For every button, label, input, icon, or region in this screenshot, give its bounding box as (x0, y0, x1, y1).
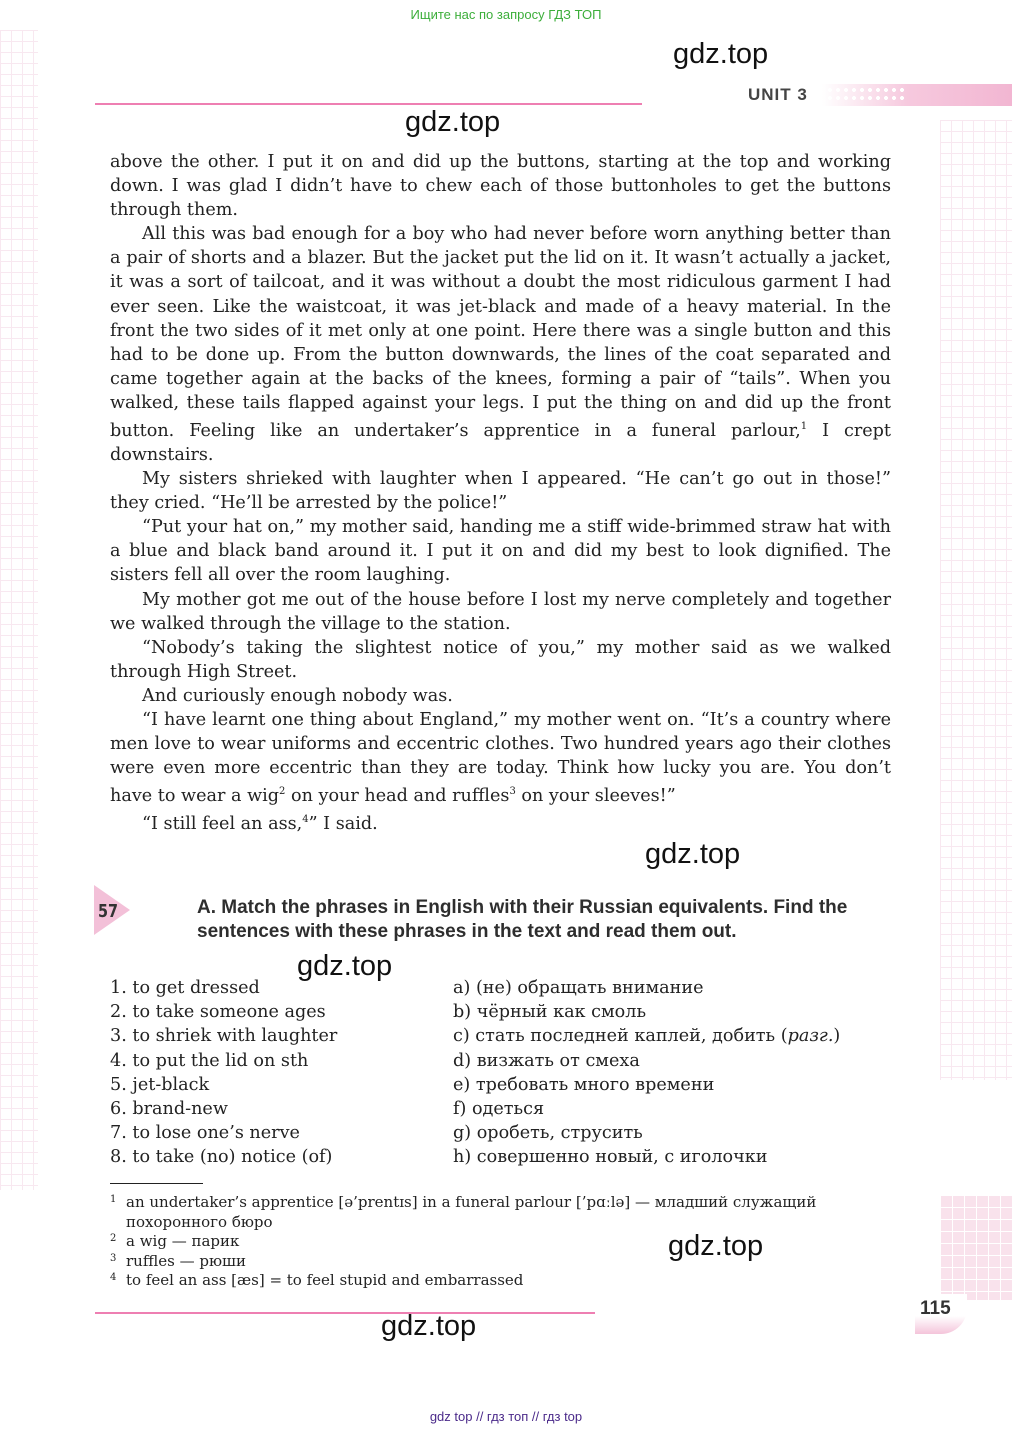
list-item: 3. to shriek with laughter (110, 1026, 338, 1047)
english-phrases-list (110, 976, 440, 1170)
story-paragraph: All this was bad enough for a boy who had never before worn anything better than a pair of shorts and a blazer. But the jacket put the lid on it. It wasn’t actually a jacket, it was a sort of tailcoat, and it was without a doubt the most ridiculous garment I had ever seen. Like the waistcoat, it was jet-black and made of a heavy material. In the front the two sides of it met only at one point. Here there was a single button and this had to be done up. From the button downwards, the lines of the coat separated and came together again at the backs of the knees, forming a pair of “tails”. When you walked, these tails flapped against your legs. I put the thing on and did up the front button. Feeling like an undertaker’s apprentice in a funeral parlour,$^1$ I crept downstairs. (110, 224, 891, 465)
story-paragraph: “I still feel an ass,$^4$” I said. (142, 814, 378, 835)
footer-links[interactable]: gdz top // гдз топ // гдз top (429, 1409, 583, 1424)
story-paragraph: “Put your hat on,” my mother said, handing me a stiff wide-brimmed straw hat with a blue and black band around it. I put it on and did my best to look dignified. The sisters fell all over the room laughing. (110, 517, 891, 586)
exercise-task: A. Match the phrases in English with their Russian equivalents. Find the sentences with these phrases in the text and read them out. (197, 897, 848, 942)
list-item: 1. to get dressed (110, 978, 260, 998)
left-margin-pattern (0, 30, 38, 1190)
story-paragraph: above the other. I put it on and did up the buttons, starting at the top and working down. I was glad I didn’t have to chew each of those buttonholes to get the buttons through them. (110, 152, 891, 221)
list-item: b) чёрный как смоль (453, 1002, 647, 1023)
story-paragraph: And curiously enough nobody was. (142, 685, 453, 706)
footnote: 2 a wig — парик (110, 1232, 240, 1251)
list-item: 7. to lose one’s nerve (110, 1123, 300, 1144)
footnote: 3 ruffles — рюши (110, 1251, 246, 1270)
footnote: 4 to feel an ass [æs] = to feel stupid and embarrassed (110, 1271, 524, 1290)
page-number: 115 (920, 1298, 951, 1319)
list-item: 6. brand-new (110, 1099, 228, 1120)
footnote-ref: 4 (302, 814, 309, 826)
corner-grid-decoration (940, 1195, 1012, 1300)
list-item: c) стать последней каплей, добить (разг.) (453, 1026, 841, 1047)
story-paragraph: “Nobody’s taking the slightest notice of you,” my mother said as we walked through High Street. (110, 637, 891, 682)
right-margin-pattern (940, 120, 1012, 1080)
story-paragraph: “I have learnt one thing about England,” my mother went on. “It’s a country where men love to wear uniforms and eccentric clothes. Two hundred years ago their clothes were even more eccentric than they are today. Think how lucky you are. You don’t have to wear a wig$^2$ on your head and ruffles$^3$ on your sleeves!” (110, 710, 891, 807)
list-item: d) визжать от смеха (453, 1050, 640, 1071)
watermark-bottom: gdz.top (381, 1310, 477, 1342)
story-text (110, 150, 891, 836)
watermark-mid-right: gdz.top (645, 838, 741, 870)
list-item: a) (не) обращать внимание (453, 978, 704, 998)
list-item: f) одеться (453, 1099, 545, 1120)
list-item: e) требовать много времени (453, 1074, 715, 1095)
footnote-ref: 2 (279, 786, 286, 798)
list-item: 5. jet-black (110, 1074, 210, 1095)
watermark-top-right: gdz.top (673, 38, 769, 70)
footer-rule (95, 1312, 595, 1314)
story-paragraph: My sisters shrieked with laughter when I appeared. “He can’t go out in those!” they cried. “He’ll be arrested by the police!” (110, 469, 891, 514)
story-paragraph: My mother got me out of the house before I lost my nerve completely and together we walked through the village to the station. (110, 589, 891, 634)
unit-label: UNIT 3 (748, 85, 808, 104)
footnote: 1 an undertaker’s apprentice [ə’prentɪs] in a funeral parlour [’pɑːlə] — младший служащий похоронного бюро (110, 1193, 817, 1231)
search-hint[interactable]: Ищите нас по запросу ГДЗ ТОП (410, 7, 602, 22)
footnote-ref: 3 (509, 786, 516, 798)
unit-band-dots (826, 86, 908, 104)
header-rule (95, 103, 642, 105)
footnote-ref: 1 (800, 421, 808, 433)
exercise-number: 57 (98, 901, 119, 922)
watermark-top: gdz.top (405, 106, 501, 138)
russian-equivalents-list (453, 976, 893, 1170)
watermark-bottom-right: gdz.top (668, 1230, 764, 1262)
watermark-task: gdz.top (297, 950, 393, 982)
list-item: 4. to put the lid on sth (110, 1050, 309, 1071)
list-item: 2. to take someone ages (110, 1002, 326, 1023)
footnotes (110, 1193, 891, 1291)
list-item: h) совершенно новый, с иголочки (453, 1147, 768, 1168)
list-item: g) оробеть, струсить (453, 1123, 643, 1144)
list-item: 8. to take (no) notice (of) (110, 1147, 333, 1168)
footnote-rule (110, 1183, 203, 1184)
